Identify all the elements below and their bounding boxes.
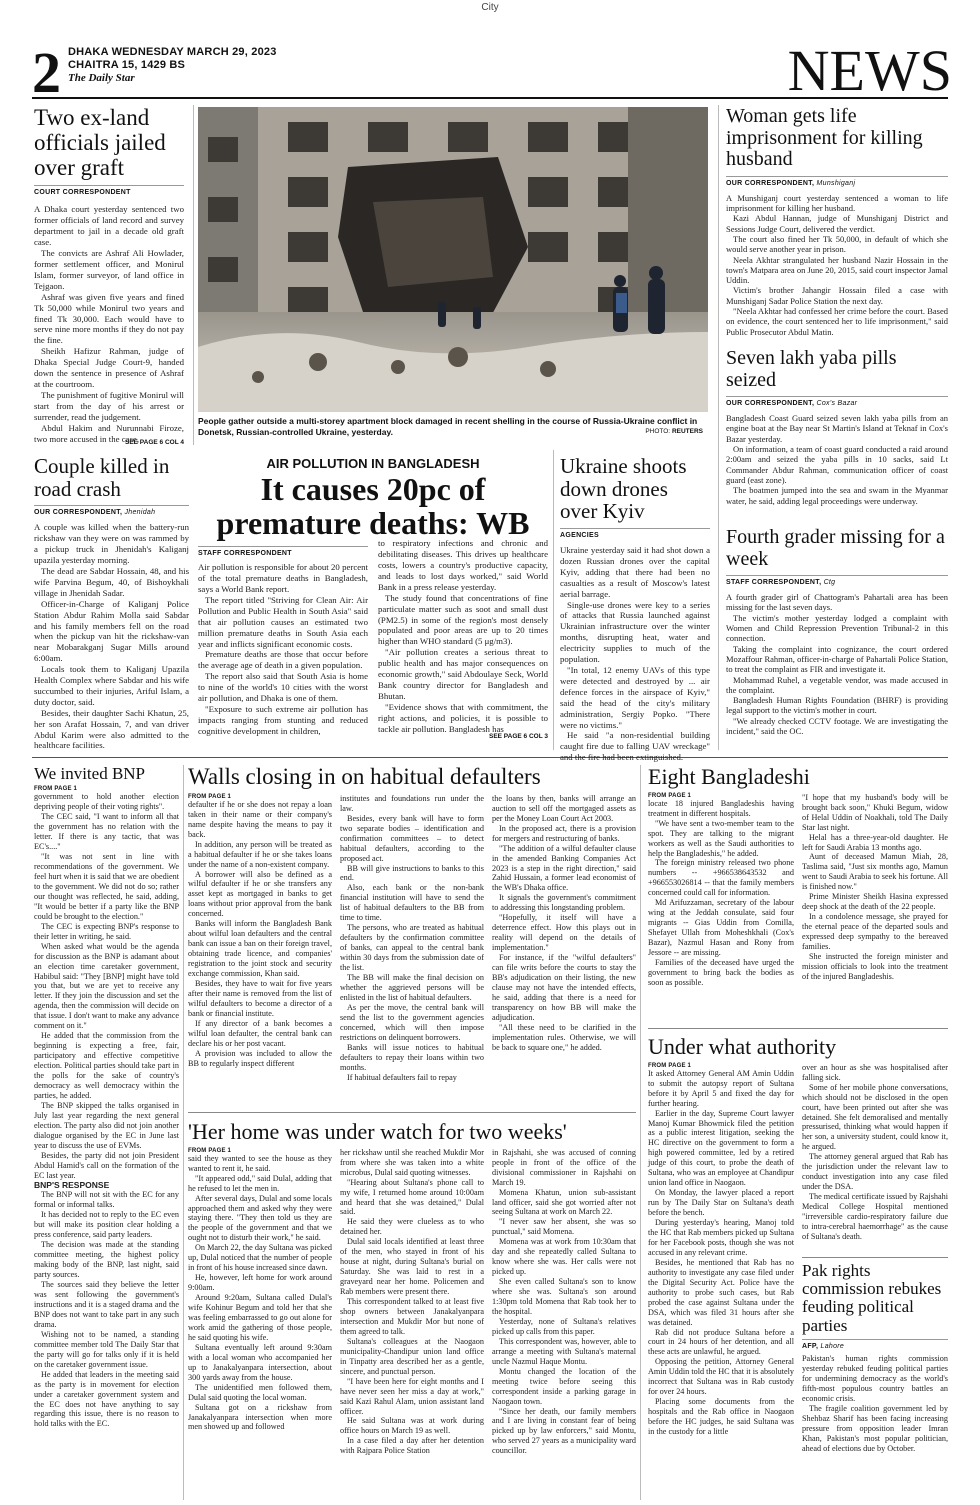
- article-body-col3: in Rajshahi, she was accused of conning people in front of the office of the divisional commissioner in Rajshahi on March 19. Momena Khatun, union sub-assistant land officer, said she got worried after not seeing Sultana at work on March 22. "I never saw her absent, she was so punctual," said Momena. Momena was at work from 10:30am that day and she repeatedly called Sultana to know where she was. Her calls were not picked up. She even called Sultana's son to know where she was. Sultana's son around 1:30pm told Momena that Rab took her to the hospital. Yesterday, none of Sultana's relatives picked up calls from this paper. This correspondent was, however, able to arrange a meeting with Sultana's maternal uncle Nazmul Haque Montu. Montu changed the location of the meeting twice before seeing this correspondent inside a parking garage in Naogaon town. "Since her death, our family members and I are living in constant fear of being picked up by law enforcers," said Montu, who served 27 years as a municipality ward councillor.: [492, 1147, 636, 1456]
- divider: [648, 1028, 948, 1029]
- article-pak-rights: [802, 1257, 948, 1472]
- jump-link[interactable]: SEE PAGE 6 COL 3: [488, 733, 548, 741]
- article-body-col2: "I hope that my husband's body will be brought back soon," Khuki Begum, widow of Helal Uddin of Noakhali, told The Daily Star last night. Helal has a three-year-old daughter. He left for Saudi Arabia 13 months ago. Aunt of deceased Mamun Miah, 28, Taslima said, "Just six months ago, Mamun went to Saudi Arabia to seek his fortune. All is finished now." Prime Minister Sheikh Hasina expressed deep shock at the death of the 22 people. In a condolence message, she prayed for the eternal peace of the departed souls and expressed deep sympathy to the bereaved families. She instructed the foreign minister and mission officials to look into the treatment of the injured Bangladeshis.: [802, 792, 948, 981]
- divider: [188, 1112, 636, 1113]
- headline: Woman gets life imprisonment for killing husband: [726, 105, 923, 171]
- headline: We invited BNP: [34, 764, 146, 783]
- article-body: A Munshiganj court yesterday sentenced a woman to life imprisonment for killing her husband. Kazi Abdul Hannan, judge of Munshiganj District and Sessions Judge Court, delivered the verdict. The court also fined her Tk 50,000, in default of which she would serve another year in prison. Neela Akhtar strangulated her husband Nazir Hossain in the town's Matpara area on June 20, 2015, said court inspector Jamal Uddin. Victim's brother Jahangir Hossain filed a case with Munshiganj Sadar Police Station the next day. "Neela Akhtar had confessed her crime before the court. Based on evidence, the court sentenced her to life imprisonment," said Public Prosecutor Abdul Matin.: [726, 192, 948, 337]
- article-yaba-seized: [726, 348, 948, 513]
- article-ukraine-drones: [560, 454, 710, 763]
- dateline: DHAKA WEDNESDAY MARCH 29, 2023: [68, 46, 277, 58]
- article-body-col2: to respiratory infections and chronic and debilitating diseases. This drives up healthcare costs, lowers a country's productive capacity, and leads to lost days worked," said World Bank in a press release yesterday. The study found that concentrations of fine particulate matter such as soot and small dust (PM2.5) in some of the region's most densely populated and poor areas are up to 20 times higher than WHO standard (5 μg/m3). "Air pollution creates a serious threat to public health and has major consequences on economic growth," said Abdoulaye Seck, World Bank country director for Bangladesh and Bhutan. "Evidence shows that with commitment, the right actions, and policies, it is possible to tackle air pollution. Bangladesh has: [378, 538, 548, 734]
- from-page: FROM PAGE 1: [188, 793, 232, 800]
- article-body-col1: said they wanted to see the house as they wanted to rent it, he said. "It appeared odd," said Dulal, adding that he refused to let the men in. After several days, Dulal and some locals approached them and asked why they were staying there. "They then told us they are the people of the government and that we ought not to disturb their work," he said. On March 22, the day Sultana was picked up, Dulal noticed that the number of people in front of his house increased since dawn. He, however, left home for work around 9:00am. Around 9:20am, Sultana called Dulal's wife Kohinur Begum and told her that she was feeling embarrassed to go out alone for work amid the gathering of those people, he said quoting his wife. Sultana eventually left around 9:30am with a local woman who accompanied her up to Janakalyanpara intersection, about 300 yards away from the house. The unidentified men followed them, Dulal said quoting the local woman. Sultana got on a rickshaw from Janakalyanpara intersection when more men showed up and followed: [188, 1153, 332, 1432]
- dateline-block: [68, 46, 277, 84]
- article-body-col2: her rickshaw until she reached Mukdir Mor from where she was taken into a white microbus, Dulal said quoting witnesses. "Hearing about Sultana's phone call to my wife, I returned home around 10:00am and heard that she was detained," Dulal said. He said they were clueless as to who detained her. Dulal said locals identified at least three of the men, who stayed in front of his house at night, during Sultana's burial on Saturday. She was laid to rest in a graveyard near her home. Policemen and Rab members were present there. This correspondent talked to at least five shop owners between Janakalyanpara intersection and Mukdir Mor but none of them agreed to talk. Sultana's colleagues at the Naogaon municipality-Chandipur union land office in Tinpatty area described her as a gentle, sincere, and punctual person. "I have been here for eight months and I have never seen her miss a day at work," said Kazi Rahul Alam, union assistant land officer. He said Sultana was at work during office hours on March 19 as well. In a case filed a day after her detention with Rajpara Police Station: [340, 1147, 484, 1456]
- article-body-col1: locate 18 injured Bangladeshis having treatment in different hospitals. "We have sent a two-member team to the spot. They are talking to the migrant workers as well as the Saudi authorities to help the Bangladeshis," he added. The foreign ministry released two phone numbers -- +966538643532 and +966553026814 -- that the family members concerned could call for information. Md Arifuzzaman, secretary of the labour wing at the Jeddah consulate, said four migrants -- Gias Uddin from Comilla, Shefayet Ullah from Moheshkhali (Cox's Bazar), Nazmul Hasan and Rony from Jessore -- are missing. Families of the deceased have urged the government to bring back the bodies as soon as possible.: [648, 798, 794, 987]
- article-body: Pakistan's human rights commission yesterday rebuked feuding political parties for undermining democracy as the world's fifth-most populous country battles an economic crisis. The fragile coalition government led by Shehbaz Sharif has been facing increasing pressure from opposition leader Imran Khan, Pakistan's most popular politician, ahead of elections due by October.: [802, 1354, 948, 1453]
- article-fourth-grader: [726, 527, 948, 757]
- subheading: BNP'S RESPONSE: [34, 1179, 110, 1190]
- headline: Eight Bangladeshi: [648, 764, 810, 789]
- page-number: 2: [32, 40, 61, 105]
- article-body: government to hold another election depriving people of their voting rights". The CEC said, "I want to inform all that the government has no relation with the letter. If there is any tactic, that was EC's...." "It was not sent in line with recommendations of the government. We feel hurt when it is said that we are obedient to the government. We did not do so; rather our thought was reflected, he said, adding, "It would be better if a party like the BNP could be brought to the election." The CEC is expecting BNP's response to their letter in writing, he said. When asked what would be the agenda for discussion as the BNP is adamant about an election time caretaker government, Habibul said: "They [BNP] might have told you that, but we are yet to receive any letter. If they join the discussion and set the agenda, then the commission will decide on that issue. I don't want to make any advance comment on it." He added that the commission from the beginning is expecting a free, fair, participatory and effective competitive election. Political parties should take part in the polls for the sake of country's democracy as well democracy within the parties, he added. The BNP skipped the talks organised in July last year regarding the next general election. The party also did not join another dialogue organised by the EC in June last year to discuss the use of EVMs. Besides, the party did not join President Abdul Hamid's call on the formation of the EC last year. BNP'S RESPONSE The BNP will not sit with the EC for any formal or informal talks. It has decided not to reply to the EC even but will make its position clear holding a press conference, said party leaders. The decision was made at the standing committee meeting, the highest policy making body of the BNP, last night, said party sources. The sources said they believe the letter was sent following the government's instructions and it is a staged drama and the BNP does not want to take part in any such drama. Wishing not to be named, a standing committee member told The Daily Star that the party will go for talks only if it is held on the caretaker government issue. He added that leaders in the meeting said as the party is in movement for election under a caretaker government system and the EC does not have anything to say regarding this issue, there is no reason to hold talks with the EC.: [34, 792, 179, 1429]
- byline: STAFF CORRESPONDENT: [198, 546, 368, 557]
- photo-caption-block: [198, 416, 703, 435]
- byline: AFP, Lahore: [802, 1339, 948, 1350]
- byline: OUR CORRESPONDENT, Munshiganj: [726, 176, 948, 187]
- article-body-col1: Air pollution is responsible for about 20 percent of the total premature deaths in Bangladesh, says a World Bank report. The report titled "Striving for Clean Air: Air Pollution and Public Health in South Asia" said that air pollution causes an estimated two million premature deaths in South Asia each year and inflicts significant economic costs. Premature deaths are those that occur before the average age of death in a given population. The report also said that South Asia is home to nine of the world's 10 cities with the worst air pollution, and Dhaka is one of them. "Exposure to such extreme air pollution has impacts ranging from stunting and reduced cognitive development in children,: [198, 562, 368, 736]
- byline: COURT CORRESPONDENT: [34, 185, 184, 196]
- col-divider: [640, 765, 641, 1500]
- dateline-bangla: CHAITRA 15, 1429 BS: [68, 59, 186, 71]
- masthead-rule: [32, 97, 948, 99]
- paper-logo: The Daily Star: [68, 72, 135, 84]
- article-we-invited-bnp: [34, 765, 179, 1497]
- from-page: FROM PAGE 1: [188, 1147, 232, 1154]
- article-body-col2: over an hour as she was hospitalised after falling sick. Some of her mobile phone conversations, which should not be disclosed in the open court, have been printed out after she was detained. She felt demoralised and mentally pressurised, thinking what would happen if her son, a university student, could know it, he argued. The attorney general argued that Rab has the jurisdiction under the relevant law to conduct investigation into any case filed under the DSA. The medical certificate issued by Rajshahi Medical College Hospital mentioned "irreversible cardio-respiratory failure due to intra-cerebral haemorrhage" as the cause of Sultana's death.: [802, 1062, 948, 1241]
- photo-credit: PHOTO: REUTERS: [645, 428, 703, 435]
- byline: STAFF CORRESPONDENT, Ctg: [726, 575, 948, 586]
- headline: Fourth grader missing for a week: [726, 526, 945, 570]
- byline: AGENCIES: [560, 528, 710, 539]
- headline: 'Her home was under watch for two weeks': [188, 1119, 567, 1144]
- col-divider: [718, 105, 719, 750]
- col-divider: [193, 105, 194, 445]
- headline: Seven lakh yaba pills seized: [726, 347, 897, 391]
- col-divider: [553, 450, 554, 750]
- section-label: City: [481, 2, 499, 13]
- article-woman-life-imprisonment: [726, 105, 948, 337]
- article-eight-bangladeshi: [648, 765, 948, 1043]
- article-body: A Dhaka court yesterday sentenced two former officials of land record and survey department to jail in a decade old graft case. The convicts are Ashraf Ali Howlader, former settlement officer, and Monirul Islam, former surveyor, of land office in Tejgaon. Ashraf was given five years and fined Tk 50,000 while Monirul two years and fined Tk 30,000. Each would have to serve nine more months if they do not pay the fine. Sheikh Hafizur Rahman, judge of Dhaka Special Judge Court-9, handed down the sentence in presence of Ashraf at the courtroom. The punishment of fugitive Monirul will start from the day of his arrest or surrender, read the judgement. Abdul Hakim and Nurunnabi Firoze, two more accused in the case,: [34, 204, 184, 444]
- headline: Two ex-land officials jailed over graft: [34, 105, 166, 180]
- article-body-col1: defaulter if he or she does not repay a loan taken in their name or their company's name despite having the means to pay it back. In addition, any person will be treated as a habitual defaulter if he or she takes loans under the name of a non-existent company. A borrower will also be defined as a wilful defaulter if he or she transfers any asset kept as mortgaged in banks to get loans without prior approval from the bank concerned. Banks will inform the Bangladesh Bank about wilful loan defaulters and the central bank can issue a ban on their foreign travel, obtaining trade licence, and companies' registration to the joint stock and security exchange commission, Khan said. Besides, they have to wait for five years after their name is removed from the list of wilful defaulters to become a director of a bank or financial institute. If any director of a bank becomes a wilful loan defaulter, the central bank can declare his or her post vacant. A provision was included to allow the BB to regularly inspect different: [188, 799, 332, 1068]
- article-under-what-authority: [648, 1035, 948, 1489]
- jump-link[interactable]: SEE PAGE 6 COL 4: [124, 439, 184, 447]
- col-divider: [183, 765, 184, 1500]
- headline: Ukraine shoots down drones over Kyiv: [560, 454, 687, 524]
- byline: OUR CORRESPONDENT, Cox's Bazar: [726, 396, 948, 407]
- article-body-col3: the loans by then, banks will arrange an auction to sell off the mortgaged assets as per the Money Loan Court Act 2003. In the proposed act, there is a provision for mergers and restructuring of banks. "The addition of a wilful defaulter clause in the amended Banking Companies Act 2023 is a step in the right direction," said Zahid Hussain, a former lead economist of the WB's Dhaka office. It signals the government's commitment to addressing this longstanding problem. "Hopefully, it itself will have a deterrence effect. How this plays out in reality will depend on the details of implementation." For instance, if the "wilful defaulters" can file writs before the courts to stay the BB's adjudication on their listing, the new clause may not have the intended effects, he said, adding that there is a need for transparency on how BB will make the adjudication. "All these need to be clarified in the implementation rules. Otherwise, we will be back to square one," he added.: [492, 793, 636, 1052]
- news-photo: [198, 107, 708, 412]
- article-couple-killed: [34, 454, 189, 751]
- article-body: Ukraine yesterday said it had shot down a dozen Russian drones over the capital Kyiv, adding that there had been no casualties as a result of Moscow's latest aerial barrage. Single-use drones were key to a series of attacks that Russia launched against Ukrainian infrastructure over the winter months, disrupting heat, water and electricity supplies to much of the population. "In total, 12 enemy UAVs of this type were detected and destroyed by ... air defence forces in the airspace of Kyiv," said the head of the city's military administration, Sergiy Popko. "There were no victims." He said "a non-residential building caught fire due to falling UAV wreckage" and the fire had been extinguished.: [560, 545, 710, 763]
- from-page: FROM PAGE 1: [34, 786, 78, 793]
- article-habitual-defaulters: [188, 765, 636, 1104]
- article-body-col2: institutes and foundations run under the law. Besides, every bank will have to form two separate bodies – identification and confirmation committees – to detect habitual defaulters, according to the proposed act. BB will give instructions to banks to this end. Also, each bank or the non-bank financial institution will have to send the list of habitual defaulters to the BB from time to time. The persons, who are treated as habitual defaulters by the confirmation committee of banks, can appeal to the central bank within 30 days from the submission date of the list. The BB will make the final decision on whether the aggrieved persons will be enlisted in the list of habitual defaulters. As per the move, the central bank will send the list to the government agencies concerned, which will then impose restrictions on delinquent borrowers. Banks will issue notices to habitual defaulters to repay their loans within two months. If habitual defaulters fail to repay: [340, 793, 484, 1082]
- from-page: FROM PAGE 1: [648, 792, 692, 799]
- article-body: A fourth grader girl of Chattogram's Pahartali area has been missing for the last seven days. The victim's mother yesterday lodged a complaint with Women and Child Repression Prevention Tribunal-2 in this connection. Taking the complaint into cognizance, the court ordered Mozaffour Rahman, officer-in-charge of Pahartali Police Station, to treat the complaint as FIR and investigate it. Mohammad Ruhel, a vegetable vendor, was made accused in the complaint. Bangladesh Human Rights Foundation (BHRF) is providing legal support to the victim's mother in court. "We already checked CCTV footage. We are investigating the incident," said the OC.: [726, 592, 948, 737]
- headline: Couple killed in road crash: [34, 454, 170, 501]
- kicker: AIR POLLUTION IN BANGLADESH: [266, 456, 480, 471]
- photo-image: [198, 107, 708, 412]
- from-page: FROM PAGE 1: [648, 1062, 692, 1069]
- section-title: NEWS: [787, 38, 952, 103]
- photo-caption: People gather outside a multi-storey apartment block damaged in recent shelling in the course of Russia-Ukraine conflict in Donetsk, Russian-controlled Ukraine, yesterday.: [198, 416, 698, 437]
- headline: Pak rights commission rebukes feuding political parties: [802, 1260, 942, 1335]
- article-body-col1: It asked Attorney General AM Amin Uddin to submit the autopsy report of Sultana before it by April 5 and fixed the day for further hearing. Earlier in the day, Supreme Court lawyer Manoj Kumar Bhowmick filed the petition as a public interest litigation, seeking the HC directive on the government to form a high powered committee, led by a retired judge of this court, to probe the death of Sultana, who was an employee at Chandipur union land office in Naogaon. On Monday, the lawyer placed a report run by The Daily Star on Sultana's death before the bench. During yesterday's hearing, Manoj told the HC that Rab members picked up Sultana for her Facebook posts, though she was not accused in any relevant crime. Besides, he mentioned that Rab has no authority to investigate any case filed under the Digital Security Act. Police have the authority to probe such cases, but Rab probed the case against Sultana under the DSA, which was filed 31 hours after she was detained. Rab did not produce Sultana before a court in 24 hours of her detention, and all these acts are unlawful, he argued. Opposing the petition, Attorney General Amin Uddin told the HC that it is absolutely incorrect that Sultana was in Rab custody for over 24 hours. Placing some documents from the hospitals and the Rab office in Naogaon before the HC judges, he said Sultana was in the custody for a little: [648, 1068, 794, 1437]
- article-body: A couple was killed when the battery-run rickshaw van they were on was rammed by a pickup truck in Jhenidah's Kaliganj upazila yesterday morning. The dead are Sabdar Hossain, 48, and his wife Parvina Begum, 40, of Bishoykhali village in Jhenidah Sadar. Officer-in-Charge of Kaliganj Police Station Abdur Rahim Molla said Sabdar and his family members fell on the road when the pickup van hit the rickshaw-van near Mobarakganj Sugar Mills around 6:00am. Locals took them to Kaliganj Upazila Health Complex where Sabdar and his wife succumbed to their injuries, Ariful Islam, a duty doctor, said. Besides, their daughter Sachi Khatun, 25, her son Arafat Hossain, 7, and van driver Abdul Karim were also admitted to the healthcare facilities.: [34, 522, 189, 751]
- article-jailed-officials: [34, 106, 184, 446]
- headline: Walls closing in on habitual defaulters: [188, 764, 541, 789]
- article-air-pollution: [198, 456, 548, 742]
- article-home-under-watch: [188, 1120, 636, 1482]
- headline: It causes 20pc of premature deaths: WB: [216, 471, 530, 541]
- byline: OUR CORRESPONDENT, Jhenidah: [34, 505, 189, 516]
- article-body: Bangladesh Coast Guard seized seven lakh yaba pills from an engine boat at the Bay near St Martin's Island at Teknaf in Cox's Bazar yesterday. On information, a team of coast guard conducted a raid around 2:00am and seized the yaba pills in 10 sacks, said Lt Commander Abdur Rahman, communication officer of coast guard (east zone). The boatmen jumped into the sea and swam in the Myanmar water, he said, adding legal proceedings were underway.: [726, 413, 948, 506]
- headline: Under what authority: [648, 1034, 837, 1059]
